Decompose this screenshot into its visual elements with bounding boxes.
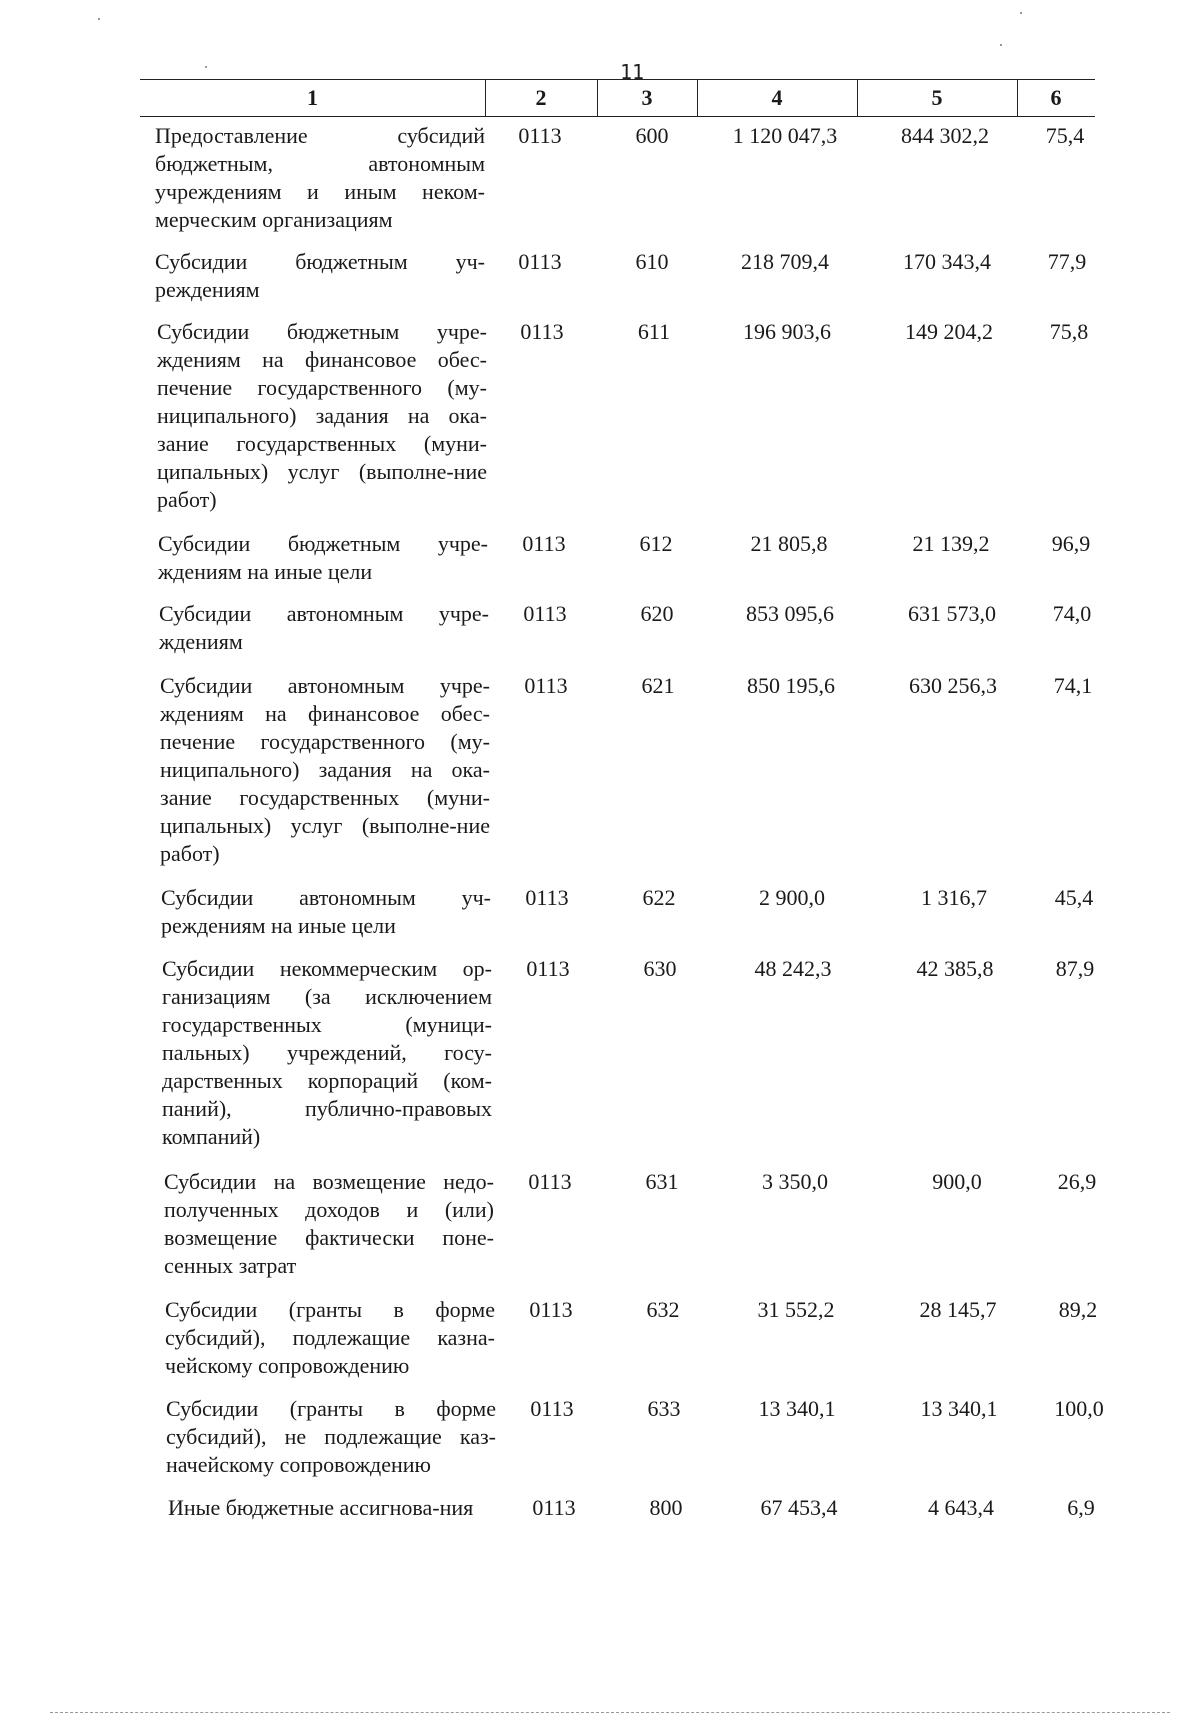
row-percent: 87,9 bbox=[1055, 956, 1095, 981]
scan-speck bbox=[1020, 12, 1022, 14]
scan-speck bbox=[98, 18, 100, 20]
row-fact: 13 340,1 bbox=[920, 1396, 998, 1421]
row-name: Субсидии автономным учре-ждениям на финансовое обес-печение государственного (му-ниципального) задания на ока-зание государственных (муни-ципальных) услуг (выполне-ние работ) bbox=[160, 673, 490, 866]
header-col-5: 5 bbox=[931, 85, 943, 110]
row-name: Субсидии (гранты в форме субсидий), подлежащие казна-чейскому сопровождению bbox=[165, 1297, 495, 1378]
row-code: 0113 bbox=[525, 885, 569, 910]
row-name: Субсидии автономным учре-ждениям bbox=[159, 601, 489, 654]
row-percent: 96,9 bbox=[1051, 531, 1091, 556]
row-name: Предоставление субсидий бюджетным, автономным учреждениям и иным неком-мерческим организациям bbox=[155, 123, 485, 232]
row-fact: 42 385,8 bbox=[916, 956, 994, 981]
row-plan: 21 805,8 bbox=[750, 531, 828, 556]
row-code: 0113 bbox=[528, 1169, 572, 1194]
row-name: Субсидии некоммерческим ор-ганизациям (за исключением государственных (муници-пальных) учреждений, госу-дарственных корпораций (ком-паний), публично-правовых компаний) bbox=[162, 956, 492, 1149]
row-code: 0113 bbox=[520, 319, 564, 344]
row-percent: 6,9 bbox=[1067, 1495, 1095, 1520]
row-code: 0113 bbox=[518, 249, 562, 274]
row-type: 621 bbox=[641, 673, 675, 698]
row-fact: 630 256,3 bbox=[909, 673, 997, 698]
row-code: 0113 bbox=[526, 956, 570, 981]
row-type: 632 bbox=[646, 1297, 680, 1322]
row-percent: 45,4 bbox=[1054, 885, 1094, 910]
row-code: 0113 bbox=[532, 1495, 576, 1520]
row-code: 0113 bbox=[518, 123, 562, 148]
header-col-4: 4 bbox=[771, 85, 783, 110]
row-name: Субсидии бюджетным уч-реждениям bbox=[155, 249, 485, 302]
row-plan: 1 120 047,3 bbox=[732, 123, 838, 148]
row-plan: 31 552,2 bbox=[757, 1297, 835, 1322]
row-type: 612 bbox=[639, 531, 673, 556]
row-name: Субсидии бюджетным учре-ждениям на иные цели bbox=[158, 531, 488, 584]
row-plan: 853 095,6 bbox=[746, 601, 834, 626]
row-plan: 13 340,1 bbox=[758, 1396, 836, 1421]
row-type: 630 bbox=[643, 956, 677, 981]
row-fact: 149 204,2 bbox=[905, 319, 993, 344]
row-percent: 74,1 bbox=[1053, 673, 1093, 698]
row-name: Субсидии бюджетным учре-ждениям на финансовое обес-печение государственного (му-ниципального) задания на ока-зание государственных (муни-ципальных) услуг (выполне-ние работ) bbox=[157, 319, 487, 512]
row-fact: 4 643,4 bbox=[928, 1495, 994, 1520]
row-name: Субсидии автономным уч-реждениям на иные цели bbox=[161, 885, 491, 938]
row-plan: 2 900,0 bbox=[759, 885, 825, 910]
row-fact: 631 573,0 bbox=[908, 601, 996, 626]
row-fact: 28 145,7 bbox=[919, 1297, 997, 1322]
row-type: 620 bbox=[640, 601, 674, 626]
row-plan: 850 195,6 bbox=[747, 673, 835, 698]
row-fact: 844 302,2 bbox=[901, 123, 989, 148]
row-percent: 75,4 bbox=[1045, 123, 1085, 148]
row-percent: 77,9 bbox=[1047, 249, 1087, 274]
row-plan: 3 350,0 bbox=[762, 1169, 828, 1194]
row-fact: 21 139,2 bbox=[912, 531, 990, 556]
row-plan: 67 453,4 bbox=[760, 1495, 838, 1520]
row-percent: 100,0 bbox=[1054, 1396, 1104, 1421]
row-name: Субсидии на возмещение недо-полученных доходов и (или) возмещение фактически поне-сенных затрат bbox=[164, 1169, 494, 1278]
row-type: 610 bbox=[635, 249, 669, 274]
table-header bbox=[140, 79, 1095, 117]
row-percent: 75,8 bbox=[1049, 319, 1089, 344]
row-code: 0113 bbox=[522, 531, 566, 556]
row-name: Субсидии (гранты в форме субсидий), не подлежащие каз-начейскому сопровождению bbox=[166, 1396, 496, 1477]
row-plan: 48 242,3 bbox=[754, 956, 832, 981]
row-plan: 218 709,4 bbox=[741, 249, 829, 274]
scan-bottom-edge bbox=[50, 1712, 1170, 1713]
row-name: Иные бюджетные ассигнова-ния bbox=[168, 1495, 474, 1520]
page-number: 11 bbox=[620, 60, 645, 84]
header-col-3: 3 bbox=[641, 85, 653, 110]
header-col-6: 6 bbox=[1050, 85, 1062, 110]
row-code: 0113 bbox=[523, 601, 567, 626]
row-fact: 900,0 bbox=[932, 1169, 982, 1194]
row-fact: 1 316,7 bbox=[921, 885, 987, 910]
row-percent: 74,0 bbox=[1052, 601, 1092, 626]
row-code: 0113 bbox=[529, 1297, 573, 1322]
row-percent: 89,2 bbox=[1058, 1297, 1098, 1322]
header-col-2: 2 bbox=[535, 85, 547, 110]
row-type: 800 bbox=[649, 1495, 683, 1520]
scan-speck bbox=[205, 66, 207, 68]
row-type: 631 bbox=[645, 1169, 679, 1194]
scan-speck bbox=[1000, 44, 1002, 46]
row-type: 611 bbox=[637, 319, 671, 344]
row-plan: 196 903,6 bbox=[743, 319, 831, 344]
row-type: 600 bbox=[635, 123, 669, 148]
header-col-1: 1 bbox=[307, 85, 318, 110]
row-code: 0113 bbox=[524, 673, 568, 698]
row-type: 622 bbox=[642, 885, 676, 910]
row-type: 633 bbox=[647, 1396, 681, 1421]
row-code: 0113 bbox=[530, 1396, 574, 1421]
row-percent: 26,9 bbox=[1057, 1169, 1097, 1194]
row-fact: 170 343,4 bbox=[903, 249, 991, 274]
